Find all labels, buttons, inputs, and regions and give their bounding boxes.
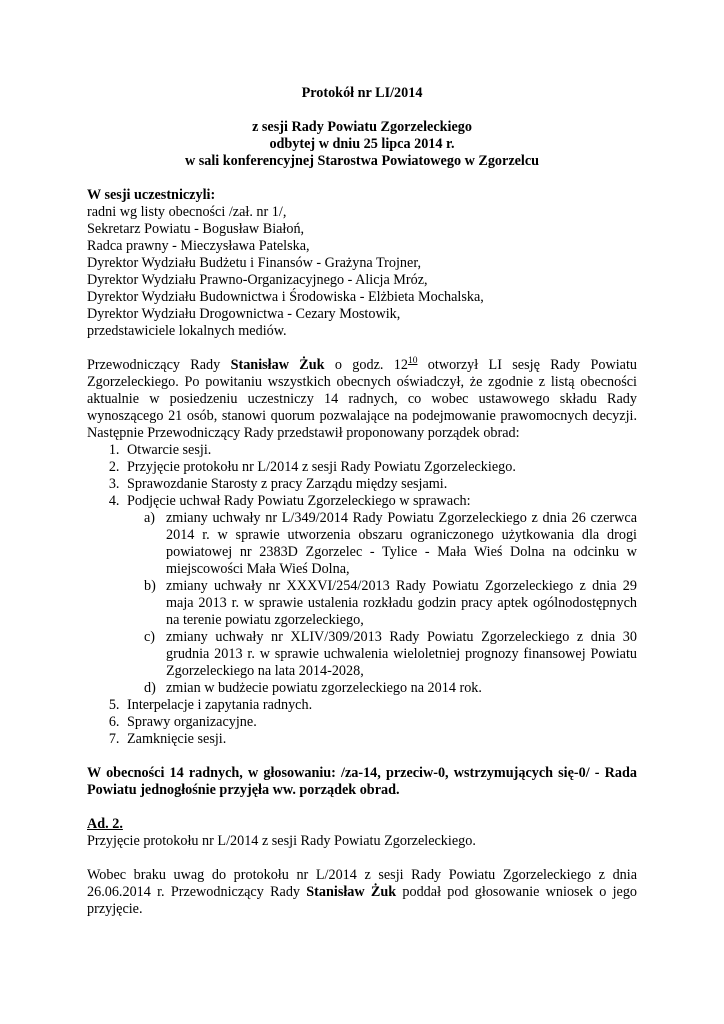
chair-name: Stanisław Żuk — [230, 357, 325, 373]
chair-name: Stanisław Żuk — [306, 884, 397, 900]
attendee-item: Dyrektor Wydziału Prawno-Organizacyjnego - Alicja Mróz, — [87, 272, 428, 288]
subitem-text: zmian w budżecie powiatu zgorzeleckiego na 2014 rok. — [166, 680, 482, 696]
agenda-subitem-d — [144, 680, 637, 697]
agenda-subitem-b — [144, 578, 637, 629]
opening-text-2: otworzył LI sesję Rady Powiatu Zgorzeleckiego. Po powitaniu wszystkich obecnych oświadczył, że zgodnie z listą obecności aktualnie w posiedzeniu uczestniczy 14 radnych, co wobec ustawowego składu Rady wynoszącego 21 osób, stanowi quorum pozwalające na podejmowanie prawomocnych decyzji. Następnie Przewodniczący Rady przedstawił proponowany porządek obrad: — [87, 357, 637, 441]
ad2-text-1: Wobec braku uwag do protokołu nr L/2014 z sesji Rady Powiatu Zgorzeleckiego z dnia 26.06.2014 r. Przewodniczący Rady — [87, 867, 637, 900]
attendee-item: Dyrektor Wydziału Budżetu i Finansów - Grażyna Trojner, — [87, 255, 422, 271]
ad2-text-2: poddał pod głosowanie wniosek o jego przyjęcie. — [87, 884, 638, 917]
opening-minutes: 10 — [407, 356, 418, 366]
agenda-item-6: 6. Sprawy organizacyjne. — [123, 714, 637, 731]
agenda-item-4 — [123, 493, 637, 697]
subitem-label: c) — [144, 629, 156, 645]
subitem-text: zmiany uchwały nr XLIV/309/2013 Rady Powiatu Zgorzeleckiego z dnia 30 grudnia 2013 r. w sprawie uchwalenia wieloletniej prognozy finansowej Powiatu Zgorzeleckiego na lata 2014-2028, — [166, 629, 637, 679]
ad2-paragraph — [87, 867, 637, 918]
agenda-subitem-c — [144, 629, 637, 680]
attendee-item: Dyrektor Wydziału Drogownictwa - Cezary Mostowik, — [87, 306, 401, 322]
subitem-label: a) — [144, 510, 156, 526]
opening-text-1: Przewodniczący Rady — [87, 357, 231, 373]
opening-hour: o godz. 12 — [324, 357, 408, 373]
subitem-text: zmiany uchwały nr L/349/2014 Rady Powiatu Zgorzeleckiego z dnia 26 czerwca 2014 r. w sprawie utworzenia obszaru ograniczonego użytkowania dla drogi powiatowej nr 2383D Zgorzelec - Tylice - Mała Wieś Dolna na odcinku w miejscowości Mała Wieś Dolna, — [166, 510, 637, 577]
attendee-item: Dyrektor Wydziału Budownictwa i Środowiska - Elżbieta Mochalska, — [87, 289, 484, 305]
opening-paragraph — [87, 357, 637, 442]
session-subtitle: z sesji Rady Powiatu Zgorzeleckiego — [252, 119, 472, 135]
subitem-label: d) — [144, 680, 156, 696]
attendee-item: Radca prawny - Mieczysława Patelska, — [87, 238, 310, 254]
ad2-subject: Przyjęcie protokołu nr L/2014 z sesji Rady Powiatu Zgorzeleckiego. — [87, 833, 476, 849]
subitem-text: zmiany uchwały nr XXXVI/254/2013 Rady Powiatu Zgorzeleckiego z dnia 29 maja 2013 r. w sprawie ustalenia rozkładu godzin pracy aptek ogólnodostępnych na terenie powiatu zgorzeleckiego, — [166, 578, 637, 628]
attendee-item: radni wg listy obecności /zał. nr 1/, — [87, 204, 287, 220]
agenda-item-5: 5. Interpelacje i zapytania radnych. — [123, 697, 637, 714]
attendee-item: przedstawiciele lokalnych mediów. — [87, 323, 287, 339]
agenda-sublist — [127, 510, 637, 697]
protocol-title: Protokół nr LI/2014 — [301, 85, 423, 101]
agenda-item-2: 2. Przyjęcie protokołu nr L/2014 z sesji Rady Powiatu Zgorzeleckiego. — [123, 459, 637, 476]
agenda-item-3: 3. Sprawozdanie Starosty z pracy Zarządu między sesjami. — [123, 476, 637, 493]
agenda-subitem-a — [144, 510, 637, 578]
attendees-section — [87, 187, 637, 340]
agenda-item-1: 1. Otwarcie sesji. — [123, 442, 637, 459]
agenda-list — [87, 442, 637, 748]
agenda-item-4-text: Podjęcie uchwał Rady Powiatu Zgorzeleckiego w sprawach: — [127, 493, 471, 509]
ad2-heading: Ad. 2. — [87, 816, 123, 832]
subitem-label: b) — [144, 578, 156, 594]
attendee-item: Sekretarz Powiatu - Bogusław Białoń, — [87, 221, 305, 237]
session-venue: w sali konferencyjnej Starostwa Powiatowego w Zgorzelcu — [184, 153, 540, 169]
attendees-heading: W sesji uczestniczyli: — [87, 187, 216, 203]
vote-result: W obecności 14 radnych, w głosowaniu: /za-14, przeciw-0, wstrzymujących się-0/ - Rada Powiatu jednogłośnie przyjęła ww. porządek obrad. — [87, 765, 637, 798]
agenda-item-7: 7. Zamknięcie sesji. — [123, 731, 637, 748]
session-date: odbytej w dniu 25 lipca 2014 r. — [269, 136, 455, 152]
